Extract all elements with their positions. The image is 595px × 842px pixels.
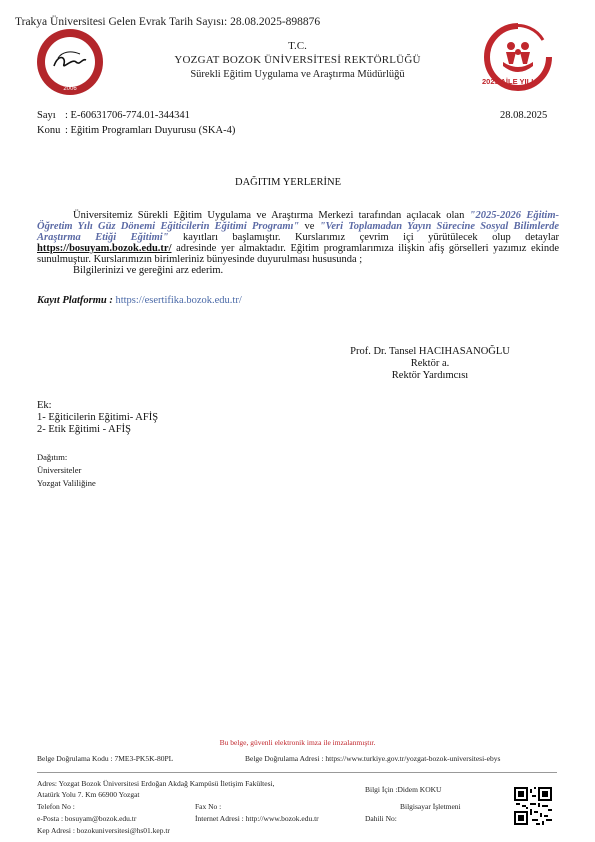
signer-title-2: Rektör Yardımcısı [391, 370, 469, 381]
university-logo [36, 28, 104, 96]
letter-body [37, 210, 559, 276]
sayi-row [37, 110, 190, 121]
department-heading: Sürekli Eğitim Uygulama ve Araştırma Müdürlüğü [190, 69, 405, 80]
tc-heading: T.C. [288, 40, 307, 52]
bosuyam-link[interactable]: https://bosuyam.bozok.edu.tr/ [37, 243, 172, 254]
family-year-caption: 2025 AİLE YILI [482, 77, 534, 86]
distribution-item: Üniversiteler [37, 465, 82, 475]
attachments-label: Ek: [37, 400, 52, 411]
registration-platform [37, 295, 242, 306]
document-date: 28.08.2025 [500, 110, 548, 121]
konu-row [37, 125, 235, 136]
body-and: ve [304, 221, 315, 232]
incoming-document-stamp: Trakya Üniversitesi Gelen Evrak Tarih Sayısı: 28.08.2025-898876 [15, 16, 321, 28]
sayi-value: : E-60631706-774.01-344341 [65, 110, 190, 121]
extension-label: Dahili No: [365, 814, 397, 823]
attachment-item[interactable]: 2- Etik Eğitimi - AFİŞ [37, 424, 131, 435]
body-middle: kayıtları başlamıştır. Kurslarımız çevrim içi yürütülecek olup detaylar [183, 232, 559, 243]
university-heading: YOZGAT BOZOK ÜNİVERSİTESİ REKTÖRLÜĞÜ [174, 54, 421, 66]
distribution-item: Yozgat Valiliğine [37, 478, 96, 488]
email-address[interactable]: e-Posta : bosuyam@bozok.edu.tr [37, 814, 137, 823]
body-paragraph-2: Bilgilerinizi ve gereğini arz ederim. [73, 265, 224, 276]
registration-link[interactable]: https://esertifika.bozok.edu.tr/ [115, 295, 242, 306]
konu-label: Konu [37, 125, 61, 136]
body-intro: Üniversitemiz Sürekli Eğitim Uygulama ve Araştırma Merkezi tarafından açılacak olan [73, 210, 465, 221]
signer-name: Prof. Dr. Tansel HACIHASANOĞLU [350, 346, 510, 357]
program-1-title: "2025-2026 Eğitim-Öğretim Yılı Güz Dönemi Eğiticilerin Eğitimi Programı" [37, 210, 559, 232]
recipient-heading: DAĞITIM YERLERİNE [235, 177, 342, 188]
contact-person: Bilgi İçin :Didem KOKU [365, 785, 442, 794]
verification-address[interactable]: Belge Doğrulama Adresi : https://www.turkiye.gov.tr/yozgat-bozok-universitesi-ebys [245, 754, 501, 763]
body-paragraph-1 [37, 210, 559, 265]
program-2-title: "Veri Toplamadan Yayın Sürecine Sosyal Bilimlerde Araştırma Etiği Eğitimi" [37, 221, 560, 243]
signer-title-1: Rektör a. [410, 358, 450, 369]
logo-year: 2006 [63, 86, 77, 92]
address-line-1: Adres: Yozgat Bozok Üniversitesi Erdoğan Akdağ Kampüsü İletişim Fakültesi, [37, 779, 275, 788]
konu-value: : Eğitim Programları Duyurusu (SKA-4) [65, 125, 236, 136]
verification-code: Belge Doğrulama Kodu : 7ME3-PK5K-80PL [37, 754, 174, 763]
verification-qr-code[interactable] [514, 787, 552, 825]
website-address[interactable]: İnternet Adresi : http://www.bozok.edu.tr [195, 814, 319, 823]
attachment-item[interactable]: 1- Eğiticilerin Eğitimi- AFİŞ [37, 412, 159, 423]
phone-label: Telefon No : [37, 802, 75, 811]
distribution-label: Dağıtım: [37, 452, 68, 462]
registration-label: Kayıt Platformu : [37, 295, 113, 306]
e-signature-notice: Bu belge, güvenli elektronik imza ile imzalanmıştır. [219, 738, 376, 747]
address-line-2: Atatürk Yolu 7. Km 66900 Yozgat [37, 790, 140, 799]
sayi-label: Sayı [37, 110, 56, 121]
fax-label: Fax No : [195, 802, 222, 811]
body-end: adresinde yer almaktadır. Eğitim programlarımıza ilişkin afiş görselleri yazımız ekinde sunulmuştur. Kurslarımızın birimleriniz bünyesinde duyurulması hususunda ; [37, 243, 559, 265]
kep-address: Kep Adresi : bozokuniversitesi@hs01.kep.tr [37, 826, 170, 835]
contact-role: Bilgisayar İşletmeni [400, 802, 461, 811]
footer-divider [37, 772, 557, 773]
